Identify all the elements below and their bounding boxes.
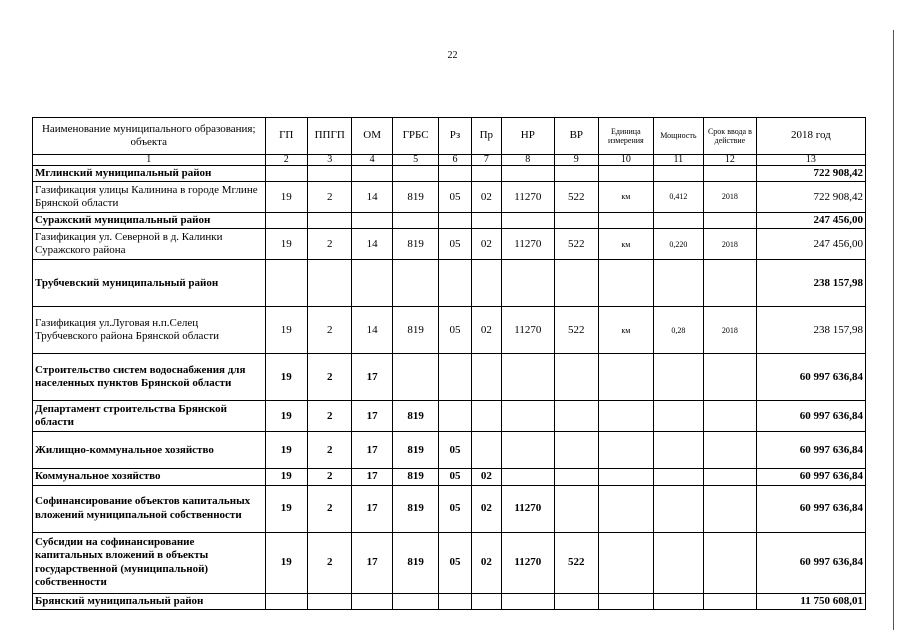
code-cell <box>307 260 351 307</box>
code-cell: 2018 <box>704 229 757 260</box>
code-cell <box>554 166 598 182</box>
code-cell <box>502 593 555 609</box>
code-cell: 819 <box>392 432 439 469</box>
code-cell <box>439 593 471 609</box>
code-cell <box>471 593 501 609</box>
header-nr: НР <box>502 118 555 155</box>
column-number: 7 <box>471 155 501 166</box>
budget-table <box>32 117 866 610</box>
code-cell: 522 <box>554 307 598 354</box>
amount-cell: 60 997 636,84 <box>756 485 865 532</box>
code-cell <box>352 166 392 182</box>
code-cell <box>502 432 555 469</box>
header-grbs: ГРБС <box>392 118 439 155</box>
code-cell: 11270 <box>502 307 555 354</box>
code-cell: 17 <box>352 485 392 532</box>
code-cell: 02 <box>471 485 501 532</box>
code-cell <box>502 166 555 182</box>
code-cell <box>554 593 598 609</box>
code-cell <box>704 401 757 432</box>
table-row <box>33 182 866 213</box>
object-name-cell: Трубчевский муниципальный район <box>33 260 266 307</box>
code-cell <box>439 166 471 182</box>
code-cell <box>653 593 704 609</box>
object-name-cell: Департамент строительства Брянской области <box>33 401 266 432</box>
code-cell <box>439 401 471 432</box>
code-cell: 05 <box>439 229 471 260</box>
column-number: 5 <box>392 155 439 166</box>
code-cell: 2 <box>307 532 351 593</box>
object-name-cell: Брянский муниципальный район <box>33 593 266 609</box>
code-cell: 02 <box>471 182 501 213</box>
scan-edge-line <box>893 30 894 630</box>
column-number: 6 <box>439 155 471 166</box>
code-cell <box>653 485 704 532</box>
code-cell <box>704 432 757 469</box>
table-header-row <box>33 118 866 155</box>
code-cell: 522 <box>554 229 598 260</box>
code-cell <box>653 432 704 469</box>
table-row <box>33 213 866 229</box>
code-cell: 19 <box>265 469 307 485</box>
code-cell: 17 <box>352 401 392 432</box>
code-cell <box>554 401 598 432</box>
code-cell <box>554 432 598 469</box>
code-cell <box>554 485 598 532</box>
code-cell: 02 <box>471 307 501 354</box>
code-cell: 819 <box>392 532 439 593</box>
code-cell: 2 <box>307 307 351 354</box>
code-cell <box>502 469 555 485</box>
code-cell: 19 <box>265 401 307 432</box>
code-cell <box>704 532 757 593</box>
code-cell <box>307 166 351 182</box>
code-cell <box>265 213 307 229</box>
code-cell: 14 <box>352 307 392 354</box>
amount-cell: 60 997 636,84 <box>756 401 865 432</box>
code-cell: 19 <box>265 307 307 354</box>
code-cell: 19 <box>265 229 307 260</box>
code-cell: 11270 <box>502 532 555 593</box>
code-cell <box>471 260 501 307</box>
code-cell <box>392 593 439 609</box>
code-cell <box>599 401 654 432</box>
amount-cell: 60 997 636,84 <box>756 354 865 401</box>
code-cell: 11270 <box>502 182 555 213</box>
code-cell <box>439 354 471 401</box>
column-number: 12 <box>704 155 757 166</box>
code-cell: 2 <box>307 432 351 469</box>
code-cell <box>554 213 598 229</box>
code-cell: 14 <box>352 229 392 260</box>
code-cell <box>265 593 307 609</box>
code-cell: 19 <box>265 485 307 532</box>
object-name-cell: Газификация ул. Северной в д. Калинки Суражского района <box>33 229 266 260</box>
object-name-cell: Мглинский муниципальный район <box>33 166 266 182</box>
column-number: 13 <box>756 155 865 166</box>
code-cell: 05 <box>439 532 471 593</box>
header-unit: Единица измерения <box>599 118 654 155</box>
column-number: 3 <box>307 155 351 166</box>
code-cell: км <box>599 229 654 260</box>
table-row <box>33 593 866 609</box>
amount-cell: 60 997 636,84 <box>756 469 865 485</box>
code-cell <box>352 213 392 229</box>
header-name: Наименование муниципального образования; объекта <box>33 118 266 155</box>
code-cell: 19 <box>265 532 307 593</box>
code-cell <box>392 354 439 401</box>
code-cell <box>599 260 654 307</box>
table-row <box>33 307 866 354</box>
header-gp: ГП <box>265 118 307 155</box>
code-cell: 522 <box>554 532 598 593</box>
code-cell: 0,28 <box>653 307 704 354</box>
code-cell: 819 <box>392 401 439 432</box>
column-number: 11 <box>653 155 704 166</box>
object-name-cell: Суражский муниципальный район <box>33 213 266 229</box>
code-cell: 17 <box>352 469 392 485</box>
code-cell: 17 <box>352 532 392 593</box>
code-cell: 2018 <box>704 182 757 213</box>
code-cell: 819 <box>392 182 439 213</box>
table-row <box>33 260 866 307</box>
code-cell <box>704 593 757 609</box>
object-name-cell: Газификация улицы Калинина в городе Мглине Брянской области <box>33 182 266 213</box>
object-name-cell: Субсидии на софинансирование капитальных вложений в объекты государственной (муниципальной) собственности <box>33 532 266 593</box>
code-cell: 05 <box>439 182 471 213</box>
code-cell <box>704 213 757 229</box>
header-ppgp: ППГП <box>307 118 351 155</box>
header-pr: Пр <box>471 118 501 155</box>
code-cell: 522 <box>554 182 598 213</box>
code-cell <box>653 354 704 401</box>
header-rz: Рз <box>439 118 471 155</box>
column-number-row <box>33 155 866 166</box>
code-cell: 819 <box>392 229 439 260</box>
code-cell <box>502 260 555 307</box>
object-name-cell: Газификация ул.Луговая н.п.Селец Трубчевского района Брянской области <box>33 307 266 354</box>
code-cell <box>471 432 501 469</box>
code-cell <box>599 593 654 609</box>
code-cell: 05 <box>439 485 471 532</box>
code-cell <box>502 213 555 229</box>
code-cell <box>599 166 654 182</box>
table-row <box>33 532 866 593</box>
code-cell <box>392 166 439 182</box>
amount-cell: 238 157,98 <box>756 307 865 354</box>
column-number: 4 <box>352 155 392 166</box>
code-cell <box>653 532 704 593</box>
code-cell: 2 <box>307 229 351 260</box>
code-cell: 17 <box>352 432 392 469</box>
code-cell <box>704 260 757 307</box>
column-number: 1 <box>33 155 266 166</box>
code-cell <box>554 354 598 401</box>
table-row <box>33 432 866 469</box>
code-cell <box>554 469 598 485</box>
code-cell <box>653 213 704 229</box>
code-cell <box>599 469 654 485</box>
code-cell: 02 <box>471 469 501 485</box>
code-cell <box>653 166 704 182</box>
code-cell: 2 <box>307 182 351 213</box>
table-row <box>33 166 866 182</box>
code-cell <box>502 401 555 432</box>
code-cell: 19 <box>265 182 307 213</box>
code-cell <box>439 213 471 229</box>
table-row <box>33 401 866 432</box>
table-row <box>33 229 866 260</box>
code-cell <box>502 354 555 401</box>
code-cell: 02 <box>471 229 501 260</box>
code-cell <box>392 260 439 307</box>
code-cell <box>599 485 654 532</box>
code-cell: 05 <box>439 469 471 485</box>
code-cell <box>265 260 307 307</box>
code-cell <box>439 260 471 307</box>
code-cell: 14 <box>352 182 392 213</box>
code-cell: 05 <box>439 432 471 469</box>
object-name-cell: Коммунальное хозяйство <box>33 469 266 485</box>
code-cell: 2018 <box>704 307 757 354</box>
code-cell <box>471 354 501 401</box>
table-row <box>33 354 866 401</box>
code-cell <box>307 593 351 609</box>
amount-cell: 722 908,42 <box>756 182 865 213</box>
column-number: 2 <box>265 155 307 166</box>
column-number: 8 <box>502 155 555 166</box>
header-commission-date: Срок ввода в действие <box>704 118 757 155</box>
code-cell <box>599 532 654 593</box>
amount-cell: 247 456,00 <box>756 229 865 260</box>
code-cell: 2 <box>307 469 351 485</box>
code-cell: 19 <box>265 432 307 469</box>
code-cell <box>265 166 307 182</box>
code-cell <box>704 485 757 532</box>
table-row <box>33 485 866 532</box>
amount-cell: 60 997 636,84 <box>756 532 865 593</box>
code-cell: 819 <box>392 469 439 485</box>
code-cell <box>599 213 654 229</box>
code-cell <box>471 401 501 432</box>
table-row <box>33 469 866 485</box>
code-cell <box>704 354 757 401</box>
code-cell <box>352 260 392 307</box>
code-cell: 0,220 <box>653 229 704 260</box>
code-cell: 2 <box>307 354 351 401</box>
code-cell: 2 <box>307 401 351 432</box>
amount-cell: 722 908,42 <box>756 166 865 182</box>
amount-cell: 247 456,00 <box>756 213 865 229</box>
code-cell <box>704 166 757 182</box>
code-cell: 2 <box>307 485 351 532</box>
code-cell: 11270 <box>502 485 555 532</box>
header-year-2018: 2018 год <box>756 118 865 155</box>
code-cell <box>653 469 704 485</box>
code-cell <box>307 213 351 229</box>
header-vr: ВР <box>554 118 598 155</box>
code-cell <box>653 401 704 432</box>
column-number: 10 <box>599 155 654 166</box>
code-cell: 05 <box>439 307 471 354</box>
code-cell: 17 <box>352 354 392 401</box>
amount-cell: 238 157,98 <box>756 260 865 307</box>
code-cell: 19 <box>265 354 307 401</box>
code-cell <box>352 593 392 609</box>
code-cell <box>554 260 598 307</box>
code-cell: 02 <box>471 532 501 593</box>
code-cell <box>471 213 501 229</box>
object-name-cell: Софинансирование объектов капитальных вложений муниципальной собственности <box>33 485 266 532</box>
code-cell <box>599 354 654 401</box>
code-cell <box>653 260 704 307</box>
object-name-cell: Строительство систем водоснабжения для населенных пунктов Брянской области <box>33 354 266 401</box>
header-om: ОМ <box>352 118 392 155</box>
column-number: 9 <box>554 155 598 166</box>
code-cell <box>704 469 757 485</box>
code-cell: 11270 <box>502 229 555 260</box>
code-cell: км <box>599 182 654 213</box>
header-capacity: Мощность <box>653 118 704 155</box>
code-cell <box>599 432 654 469</box>
code-cell: км <box>599 307 654 354</box>
code-cell: 819 <box>392 307 439 354</box>
page-number: 22 <box>447 50 458 61</box>
code-cell <box>392 213 439 229</box>
amount-cell: 60 997 636,84 <box>756 432 865 469</box>
amount-cell: 11 750 608,01 <box>756 593 865 609</box>
code-cell: 819 <box>392 485 439 532</box>
object-name-cell: Жилищно-коммунальное хозяйство <box>33 432 266 469</box>
code-cell: 0,412 <box>653 182 704 213</box>
code-cell <box>471 166 501 182</box>
